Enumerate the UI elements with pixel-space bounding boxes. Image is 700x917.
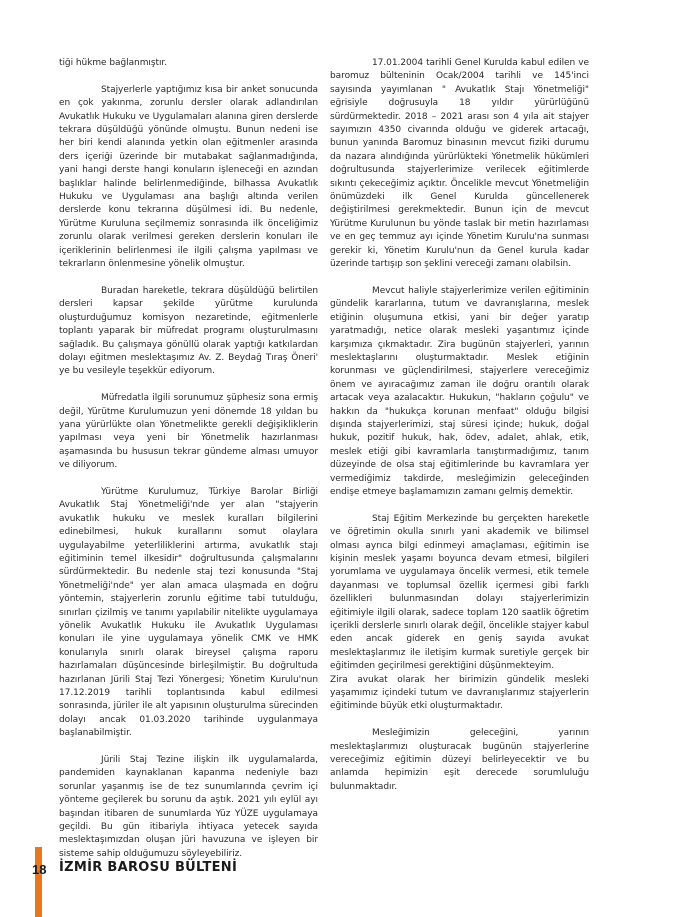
paragraph: 17.01.2004 tarihli Genel Kurulda kabul edilen ve baromuz bülteninin Ocak/2004 tarihli ve 145'inci sayısında yayımlanan " Avukatlık Stajı Yönetmeliği" eğrisiyle doğrusuyla 18 yıldır yürürlüğünü sürdürmektedir. 2018 – 2021 arası son 4 yıla ait stajyer sayımızın 4350 civarında olduğu ve giderek artacağı, bunun yanında Baromuz binasının mevcut fiziki durumu da nazara alındığında yürürlükteki Yönetmelik hükümleri doğrultusunda stajyerlerimize verilecek eğitimlerde sıkıntı çekeceğimiz açıktır. Öncelikle mevcut Yönetmeliğin önümüzdeki ilk Genel Kurulda güncellenerek değiştirilmesi gerekmektedir. Bunun için de mevcut Yürütme Kurulunun bu yönde taslak bir metin hazırlaması ve en geç temmuz ayı içinde Yönetim Kurulu'na sunması gerekir ki, Yönetim Kurulu'nun da Genel kurula kadar üzerinde tartışıp son şeklini vereceği zamanı olabilsin. [330, 58, 589, 270]
paragraph: Buradan hareketle, tekrara düşüldüğü belirtilen dersleri kapsar şekilde yürütme kurulunda oluşturduğumuz komisyon nezaretinde, eğitmenlerle toplantı yaparak bir müfredat programı oluşturulmasını sağladık. Bu çalışmaya gönüllü olarak yaptığı katkılardan dolayı eğitmen meslektaşımız Av. Z. Beydağ Tıraş Öneri' ye bu vesileyle teşekkür ediyorum. [59, 285, 318, 377]
paragraph: Mevcut haliyle stajyerlerimize verilen eğitiminin gündelik kararlarına, tutum ve davranışlarına, meslek etiğinin oluşumuna etkisi, yani bir değer yaratıp yaratmadığı, netice olarak mesleki yaşantımız içinde karşımıza çıkmaktadır. Zira bugünün stajyerleri, yarının meslektaşlarını oluşturmaktadır. Meslek etiğinin korunması ve güçlendirilmesi, stajyerlere vereceğimiz önem ve ayıracağımız zaman ile doğru orantılı olarak artacak veya azalacaktır. Hukukun, "hakların çoğulu" ve hakkın da "hukukça korunan menfaat" olduğu bilgisi dışında stajyerlerimizi, staj süresi içinde; hukuk, doğal hukuk, pozitif hukuk, hak, ödev, adalet, ahlak, etik, meslek etiği gibi kavramlarla tanıştırmadığımız, tanım düzeyinde de olsa staj eğitimlerinde bu kavramlara yer vermediğimiz takdirde, mesleğimizin geleceğinden endişe etmeye başlamamızın zamanı gelmiş demektir. [330, 285, 589, 497]
paragraph: Stajyerlerle yaptığımız kısa bir anket sonucunda en çok yakınma, zorunlu dersler olarak adlandırılan Avukatlık Hukuku ve Uygulamaları alanına giren derslerde tekrara düşüldüğü yönünde olmuştu. Bunun nedeni ise her biri kendi alanında yetkin olan eğitmenler arasında ders içeriği üzerinde bir mutabakat sağlanmadığında, yani hangi derste hangi konuların işleneceği en azından başlıklar halinde belirlenmediğinde, bilhassa Avukatlık Hukuku ve Uygulaması ana başlığı altında verilen derslerde konu tekrarına düşülmesi idi. Bu nedenle, Yürütme Kuruluna seçilmemiz sonrasında ilk önceliğimiz zorunlu olarak verilmesi gereken derslerin konuları ile içeriklerinin belirlenmesi ile ilgili çalışma yapılması ve tekrarların önlenmesine yönelik olmuştur. [59, 84, 318, 270]
left-text-column [59, 57, 318, 861]
right-text-column [330, 57, 589, 794]
paragraph: Mesleğimizin geleceğini, yarının meslektaşlarımızı oluşturacak bugünün stajyerlerine vereceğimiz eğitimin düzeyi belirleyecektir ve bu anlamda hepimizin eşit derecede sorumluluğu bulunmaktadır. [330, 728, 589, 792]
footer-accent-bar [35, 847, 42, 917]
page-number: 18 [32, 862, 47, 877]
paragraph: Zira avukat olarak her birimizin gündelik mesleki yaşamımız içindeki tutum ve davranışlarımız stajyerlerin eğitiminde büyük etki oluşturmaktadır. [330, 674, 589, 712]
paragraph: Jürili Staj Tezine ilişkin ilk uygulamalarda, pandemiden kaynaklanan kapanma nedeniyle bazı sorunlar yaşanmış ise de tez sunumlarında çevrim içi yönteme geçilerek bu sorunu da aştık. 2021 yılı eylül ayı başından itibaren de sunumlarda Yüz YÜZE uygulamaya geçildi. Bu gün itibariyla ihtiyaca yetecek sayıda meslektaşımızdan oluşan jüri havuzuna ve işleyen bir sisteme sahip olduğumuzu söyleyebiliriz. [59, 755, 318, 859]
paragraph: Yürütme Kurulumuz, Türkiye Barolar Birliği Avukatlık Staj Yönetmeliği'nde yer alan "stajyerin avukatlık hukuku ve meslek kuralları bilgilerini edinebilmesi, hukuk kurallarını somut olaylara uygulayabilme yeterliliklerini artırma, avukatlık stajı eğitiminin temel ilkesidir" doğrultusunda çalışmalarını sürdürmektedir. Bu nedenle staj tezi konusunda "Staj Yönetmeliği'nde" yer alan amaca ulaşmada en doğru yöntemin, stajyerlerin zorunlu eğitime tabi tutulduğu, sınırları çizilmiş ve tanımı yapılabilir nitelikte uygulamaya yönelik Avukatlık Hukuku ile Avukatlık Uygulaması konuları ile yine uygulamaya yönelik CMK ve HMK konularıyla sınırlı olarak bireysel çalışma raporu hazırlamaları düşüncesinde birleşilmiştir. Bu doğrultuda hazırlanan Jürili Staj Tezi Yönergesi; Yönetim Kurulu'nun 17.12.2019 tarihli toplantısında kabul edilmesi sonrasında, jüriler ile alt yapısının oluşturulma sürecinden dolayı ancak 01.03.2020 tarihinde uygulanmaya başlanabilmiştir. [59, 486, 318, 739]
paragraph: Staj Eğitim Merkezinde bu gerçekten hareketle ve öğretimin okulla sınırlı yani akademik ve bilimsel olması ayrıca bilgi edinmeyi amaçlaması, eğitimin ise kişinin meslek yaşamı boyunca devam etmesi, bilgileri yorumlama ve uygulamaya öncelik vermesi, etik temele dayanması ve toplumsal özellik içermesi gibi farklı özellikleri bulunmasından dolayı stajyerlerimizin eğitimiyle ilgili olarak, sadece toplam 120 saatlik öğretim içerikli derslerle sınırlı olarak değil, öncelikle stajyer kabul eden ancak giderek en geniş sayıda avukat meslektaşlarımız ile iletişim kurmak suretiyle gerçek bir eğitimden geçirilmesi gerektiğini düşünmekteyim. [330, 513, 589, 672]
paragraph: Müfredatla ilgili sorunumuz şüphesiz sona ermiş değil, Yürütme Kurulumuzun yeni dönemde 18 yıldan bu yana yürürlükte olan Yönetmelikte gerekli değişikliklerin yapılması veya yeni bir Yönetmelik hazırlanması aşamasında bu hususun tekrar gündeme alması umuyor ve diliyorum. [59, 393, 318, 471]
publication-title: İZMİR BAROSU BÜLTENİ [59, 860, 238, 875]
paragraph: tiği hükme bağlanmıştır. [59, 58, 168, 68]
